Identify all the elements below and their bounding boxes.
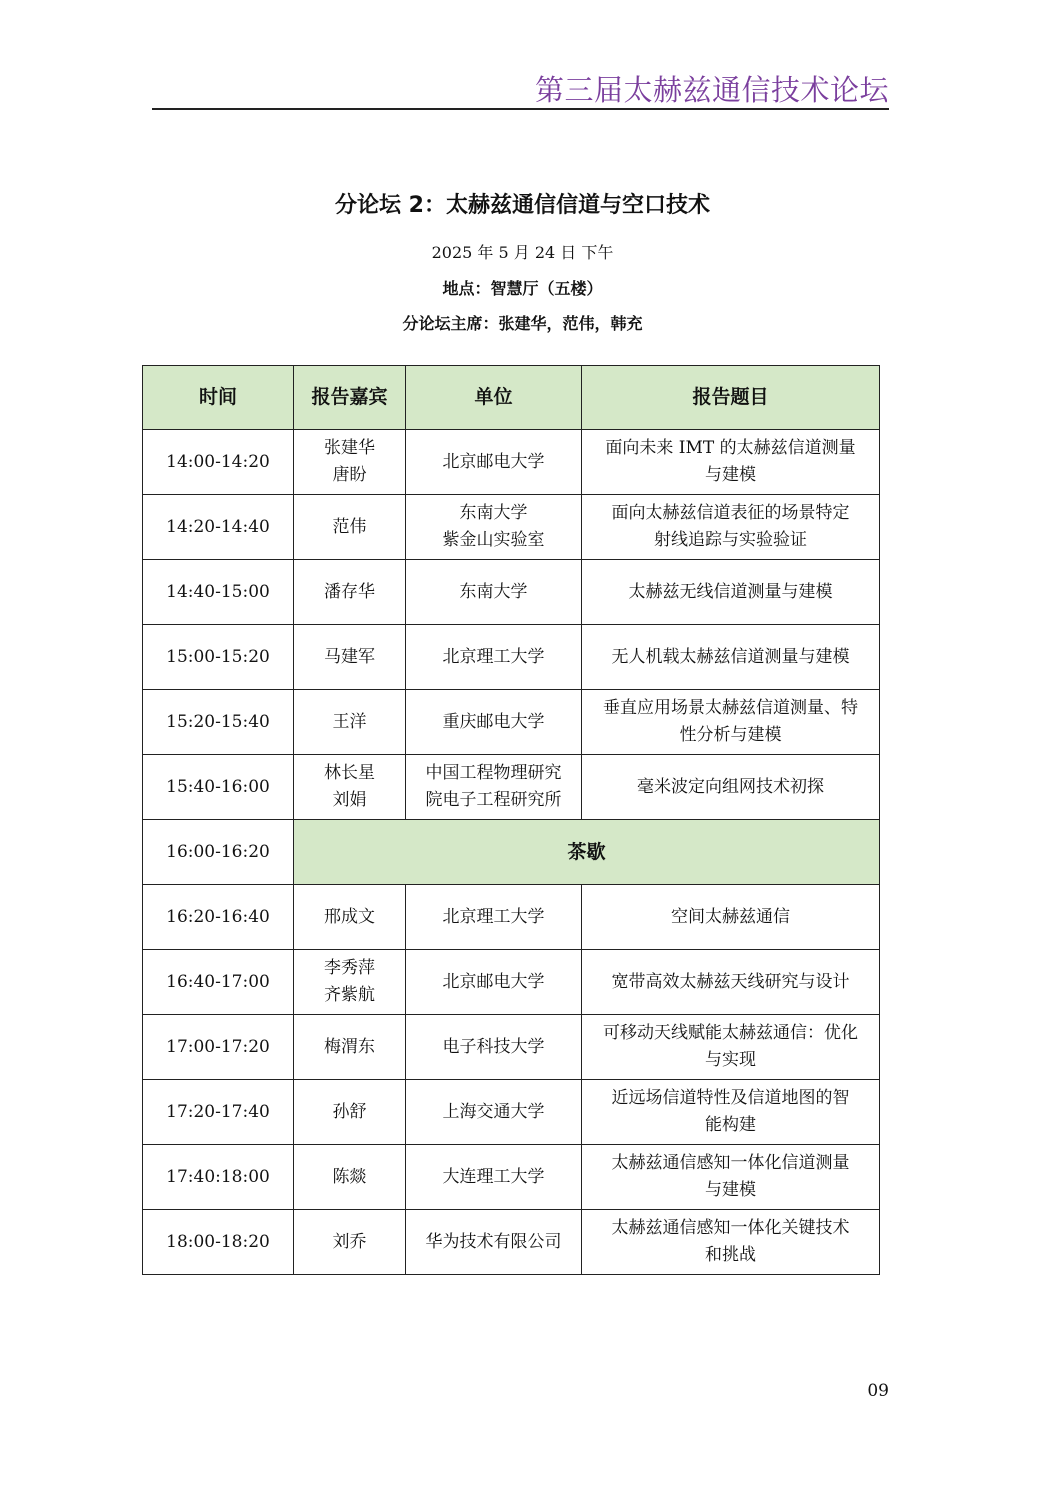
topic-line: 射线追踪与实验验证 (654, 530, 807, 550)
speaker-line: 孙舒 (332, 1101, 367, 1122)
topic-line: 与实现 (705, 1050, 756, 1070)
time-cell: 15:40-16:00 (143, 755, 294, 820)
table-row (143, 625, 880, 690)
speaker-cell (294, 1145, 406, 1210)
time-cell: 14:00-14:20 (143, 430, 294, 495)
topic-cell (582, 430, 880, 495)
table-row (143, 885, 880, 950)
time-cell: 18:00-18:20 (143, 1210, 294, 1275)
table-row (143, 495, 880, 560)
topic-cell (582, 1080, 880, 1145)
topic-line: 毫米波定向组网技术初探 (637, 776, 824, 797)
speaker-cell (294, 430, 406, 495)
table-row (143, 690, 880, 755)
session-venue: 地点：智慧厅（五楼） (442, 279, 603, 298)
table-row (143, 1015, 880, 1080)
speaker-cell (294, 1015, 406, 1080)
organization-cell (406, 950, 582, 1015)
topic-cell (582, 560, 880, 625)
header-topic: 报告题目 (582, 366, 880, 430)
session-date: 2025 年 5 月 24 日 下午 (431, 243, 614, 262)
header-title: 第三届太赫兹通信技术论坛 (534, 73, 889, 107)
break-row (143, 820, 880, 885)
organization-cell (406, 885, 582, 950)
time-cell: 15:00-15:20 (143, 625, 294, 690)
speaker-line: 马建军 (324, 646, 375, 667)
topic-line: 太赫兹通信感知一体化关键技术 (611, 1218, 850, 1238)
speaker-cell (294, 1210, 406, 1275)
speaker-cell (294, 755, 406, 820)
organization-line: 院电子工程研究所 (425, 790, 562, 810)
topic-line: 和挑战 (705, 1245, 756, 1265)
header-rule (152, 108, 889, 110)
speaker-cell (294, 1080, 406, 1145)
time-cell: 17:40:18:00 (143, 1145, 294, 1210)
topic-cell (582, 1015, 880, 1080)
schedule-body (143, 430, 880, 1275)
header-time: 时间 (143, 366, 294, 430)
topic-cell (582, 1145, 880, 1210)
schedule-table (142, 365, 880, 1275)
time-cell: 16:40-17:00 (143, 950, 294, 1015)
time-cell: 14:40-15:00 (143, 560, 294, 625)
topic-line: 太赫兹通信感知一体化信道测量 (611, 1153, 850, 1173)
organization-line: 北京理工大学 (442, 646, 545, 667)
speaker-cell (294, 690, 406, 755)
topic-line: 可移动天线赋能太赫兹通信：优化 (603, 1023, 858, 1043)
topic-cell (582, 625, 880, 690)
table-row (143, 1210, 880, 1275)
organization-line: 电子科技大学 (442, 1036, 545, 1057)
topic-cell (582, 885, 880, 950)
organization-cell (406, 690, 582, 755)
speaker-line: 邢成文 (324, 906, 375, 927)
time-cell: 16:00-16:20 (143, 820, 294, 885)
time-cell: 17:00-17:20 (143, 1015, 294, 1080)
session-chairs: 分论坛主席：张建华，范伟，韩充 (402, 314, 643, 333)
topic-line: 性分析与建模 (679, 725, 782, 745)
speaker-cell (294, 560, 406, 625)
speaker-cell (294, 625, 406, 690)
topic-cell (582, 495, 880, 560)
topic-cell (582, 755, 880, 820)
speaker-line: 潘存华 (324, 581, 375, 602)
organization-line: 东南大学 (459, 503, 528, 523)
organization-line: 大连理工大学 (442, 1166, 545, 1187)
session-title: 分论坛 2：太赫兹通信信道与空口技术 (335, 193, 710, 218)
speaker-line: 刘乔 (332, 1231, 367, 1252)
speaker-line: 王洋 (332, 711, 367, 732)
speaker-cell (294, 950, 406, 1015)
topic-line: 近远场信道特性及信道地图的智 (611, 1088, 850, 1108)
speaker-line: 李秀萍 (324, 958, 375, 978)
organization-cell (406, 1015, 582, 1080)
organization-cell (406, 560, 582, 625)
organization-line: 北京邮电大学 (442, 971, 545, 992)
speaker-line: 陈燚 (332, 1166, 367, 1187)
time-cell: 17:20-17:40 (143, 1080, 294, 1145)
organization-line: 北京理工大学 (442, 906, 545, 927)
topic-line: 太赫兹无线信道测量与建模 (628, 581, 833, 602)
time-cell: 16:20-16:40 (143, 885, 294, 950)
topic-line: 宽带高效太赫兹天线研究与设计 (611, 971, 850, 992)
speaker-line: 范伟 (332, 516, 367, 537)
topic-line: 无人机载太赫兹信道测量与建模 (611, 646, 850, 667)
table-header-row (143, 366, 880, 430)
topic-cell (582, 690, 880, 755)
speaker-cell (294, 885, 406, 950)
organization-cell (406, 1145, 582, 1210)
topic-cell (582, 950, 880, 1015)
speaker-line: 齐紫航 (324, 985, 375, 1005)
organization-line: 北京邮电大学 (442, 451, 545, 472)
speaker-cell (294, 495, 406, 560)
organization-line: 中国工程物理研究 (425, 763, 562, 783)
organization-cell (406, 1080, 582, 1145)
topic-cell (582, 1210, 880, 1275)
organization-cell (406, 430, 582, 495)
tea-break-cell: 茶歇 (294, 820, 880, 885)
table-row (143, 560, 880, 625)
speaker-line: 刘娟 (332, 790, 367, 810)
speaker-line: 林长星 (324, 763, 375, 783)
organization-cell (406, 755, 582, 820)
table-row (143, 755, 880, 820)
topic-line: 能构建 (705, 1115, 756, 1135)
organization-line: 上海交通大学 (442, 1101, 545, 1122)
topic-line: 与建模 (705, 1180, 756, 1200)
speaker-line: 张建华 (324, 438, 375, 458)
table-row (143, 1145, 880, 1210)
speaker-line: 梅渭东 (324, 1036, 375, 1057)
page-number: 09 (867, 1381, 889, 1401)
header-organization: 单位 (406, 366, 582, 430)
organization-cell (406, 625, 582, 690)
header-speaker: 报告嘉宾 (294, 366, 406, 430)
organization-line: 重庆邮电大学 (442, 711, 545, 732)
topic-line: 面向太赫兹信道表征的场景特定 (611, 503, 850, 523)
table-row (143, 950, 880, 1015)
topic-line: 面向未来 IMT 的太赫兹信道测量 (605, 438, 856, 458)
time-cell: 15:20-15:40 (143, 690, 294, 755)
organization-line: 华为技术有限公司 (425, 1231, 562, 1252)
table-row (143, 430, 880, 495)
table-row (143, 1080, 880, 1145)
organization-cell (406, 495, 582, 560)
organization-cell (406, 1210, 582, 1275)
time-cell: 14:20-14:40 (143, 495, 294, 560)
topic-line: 与建模 (705, 465, 756, 485)
speaker-line: 唐盼 (332, 465, 367, 485)
topic-line: 空间太赫兹通信 (671, 906, 790, 927)
organization-line: 东南大学 (459, 581, 528, 602)
organization-line: 紫金山实验室 (442, 530, 545, 550)
topic-line: 垂直应用场景太赫兹信道测量、特 (603, 698, 858, 718)
